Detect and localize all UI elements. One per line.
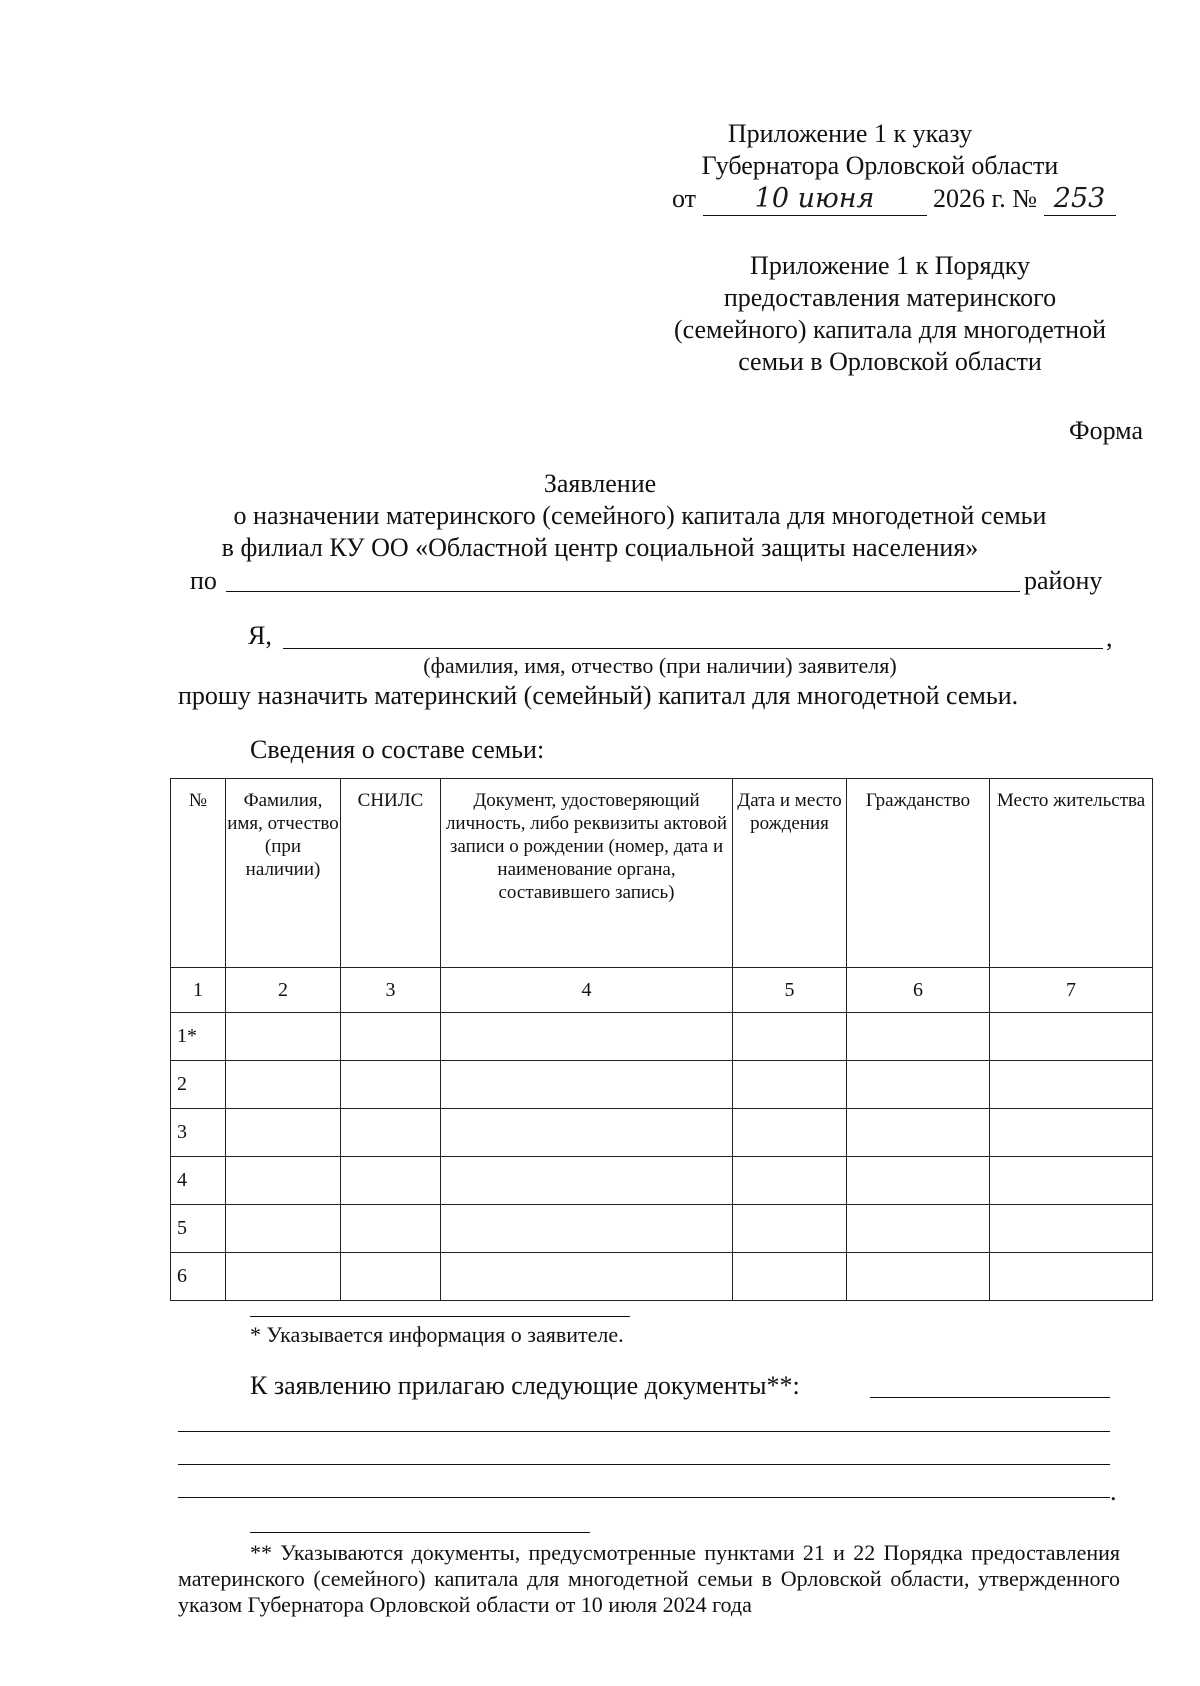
column-number: 3 [341,968,441,1013]
table-cell[interactable] [226,1109,341,1157]
table-cell[interactable] [226,1157,341,1205]
footnote-applicant-info: * Указывается информация о заявителе. [250,1322,624,1347]
documents-blank-line-3 [178,1464,1110,1465]
column-number: 1 [171,968,226,1013]
header-snils: СНИЛС [341,779,441,968]
statement-subtitle-line2: в филиал КУ ОО «Областной центр социальной защиты населения» [221,533,979,562]
date-prefix: от [672,184,697,213]
column-number-row [171,968,1153,1013]
po-label: по [190,566,217,595]
table-row [171,1061,1153,1109]
district-blank-line [226,591,1020,592]
handwritten-date: 10 июня [703,183,927,216]
table-cell[interactable] [847,1205,990,1253]
table-row [171,1157,1153,1205]
table-cell[interactable] [441,1205,733,1253]
table-cell[interactable] [733,1109,847,1157]
table-cell[interactable] [341,1253,441,1301]
row-number: 6 [171,1253,226,1301]
footnote-separator [250,1316,630,1317]
rayonu-label: району [1024,566,1103,595]
table-row [171,1109,1153,1157]
family-composition-table [170,778,1153,1301]
table-row [171,1013,1153,1061]
header-full-name: Фамилия, имя, отчество (при наличии) [226,779,341,968]
documents-blank-line-1 [870,1397,1110,1398]
applicant-name-caption: (фамилия, имя, отчество (при наличии) заявителя) [423,653,897,678]
statement-subtitle-line1: о назначении материнского (семейного) капитала для многодетной семьи [233,501,1047,530]
column-number: 5 [733,968,847,1013]
table-cell[interactable] [226,1061,341,1109]
row-number: 2 [171,1061,226,1109]
header-number: № [171,779,226,968]
table-cell[interactable] [847,1157,990,1205]
table-cell[interactable] [226,1013,341,1061]
applicant-name-blank-line [283,648,1103,649]
handwritten-number: 253 [1044,183,1116,216]
column-number: 2 [226,968,341,1013]
footnote-documents-list: ** Указываются документы, предусмотренные пунктами 21 и 22 Порядка предоставления материнского (семейного) капитала для многодетной семьи в Орловской области, утвержденного указом Губернатора Орловской области от 10 июля 2024 года [178,1540,1120,1617]
table-cell[interactable] [733,1253,847,1301]
table-cell[interactable] [990,1061,1153,1109]
table-cell[interactable] [441,1253,733,1301]
request-text: прошу назначить материнский (семейный) капитал для многодетной семьи. [178,681,1019,710]
row-number: 1* [171,1013,226,1061]
table-cell[interactable] [341,1205,441,1253]
table-cell[interactable] [733,1157,847,1205]
table-cell[interactable] [733,1013,847,1061]
table-cell[interactable] [733,1205,847,1253]
table-header-row [171,779,1153,968]
documents-blank-line-4 [178,1497,1110,1498]
table-cell[interactable] [990,1157,1153,1205]
table-cell[interactable] [441,1157,733,1205]
statement-title: Заявление [543,469,657,498]
table-cell[interactable] [441,1013,733,1061]
table-cell[interactable] [341,1061,441,1109]
table-cell[interactable] [847,1013,990,1061]
table-cell[interactable] [990,1013,1153,1061]
applicant-comma: , [1106,623,1113,652]
table-cell[interactable] [341,1157,441,1205]
appendix-decree-line1: Приложение 1 к указу [727,119,973,148]
header-birth-date-place: Дата и место рождения [733,779,847,968]
table-cell[interactable] [341,1109,441,1157]
order-appendix-line3: (семейного) капитала для многодетной [673,315,1107,344]
table-cell[interactable] [847,1109,990,1157]
documents-end-period: . [1110,1477,1117,1506]
order-appendix-line1: Приложение 1 к Порядку [750,251,1030,280]
table-cell[interactable] [847,1061,990,1109]
column-number: 7 [990,968,1153,1013]
family-section-title: Сведения о составе семьи: [250,735,545,764]
header-identity-document: Документ, удостоверяющий личность, либо реквизиты актовой записи о рождении (номер, дата и наименование органа, составившего запись) [441,779,733,968]
order-appendix-line2: предоставления материнского [723,283,1057,312]
table-cell[interactable] [990,1205,1153,1253]
table-cell[interactable] [990,1253,1153,1301]
appendix-decree-line2: Губернатора Орловской области [701,151,1059,180]
year-number-label: 2026 г. № [933,184,1038,213]
attached-documents-label: К заявлению прилагаю следующие документы**: [250,1371,800,1400]
table-row [171,1205,1153,1253]
row-number: 3 [171,1109,226,1157]
decree-date-line [672,183,1142,216]
table-cell[interactable] [990,1109,1153,1157]
order-appendix-line4: семьи в Орловской области [738,347,1042,376]
header-residence: Место жительства [990,779,1153,968]
row-number: 5 [171,1205,226,1253]
row-number: 4 [171,1157,226,1205]
ya-label: Я, [248,621,272,650]
table-cell[interactable] [847,1253,990,1301]
table-cell[interactable] [341,1013,441,1061]
column-number: 6 [847,968,990,1013]
table-row [171,1253,1153,1301]
form-label: Форма [1069,416,1143,445]
table-cell[interactable] [733,1061,847,1109]
table-cell[interactable] [441,1109,733,1157]
table-cell[interactable] [226,1205,341,1253]
column-number: 4 [441,968,733,1013]
table-cell[interactable] [441,1061,733,1109]
header-citizenship: Гражданство [847,779,990,968]
footnote-separator [250,1532,590,1533]
table-cell[interactable] [226,1253,341,1301]
documents-blank-line-2 [178,1431,1110,1432]
